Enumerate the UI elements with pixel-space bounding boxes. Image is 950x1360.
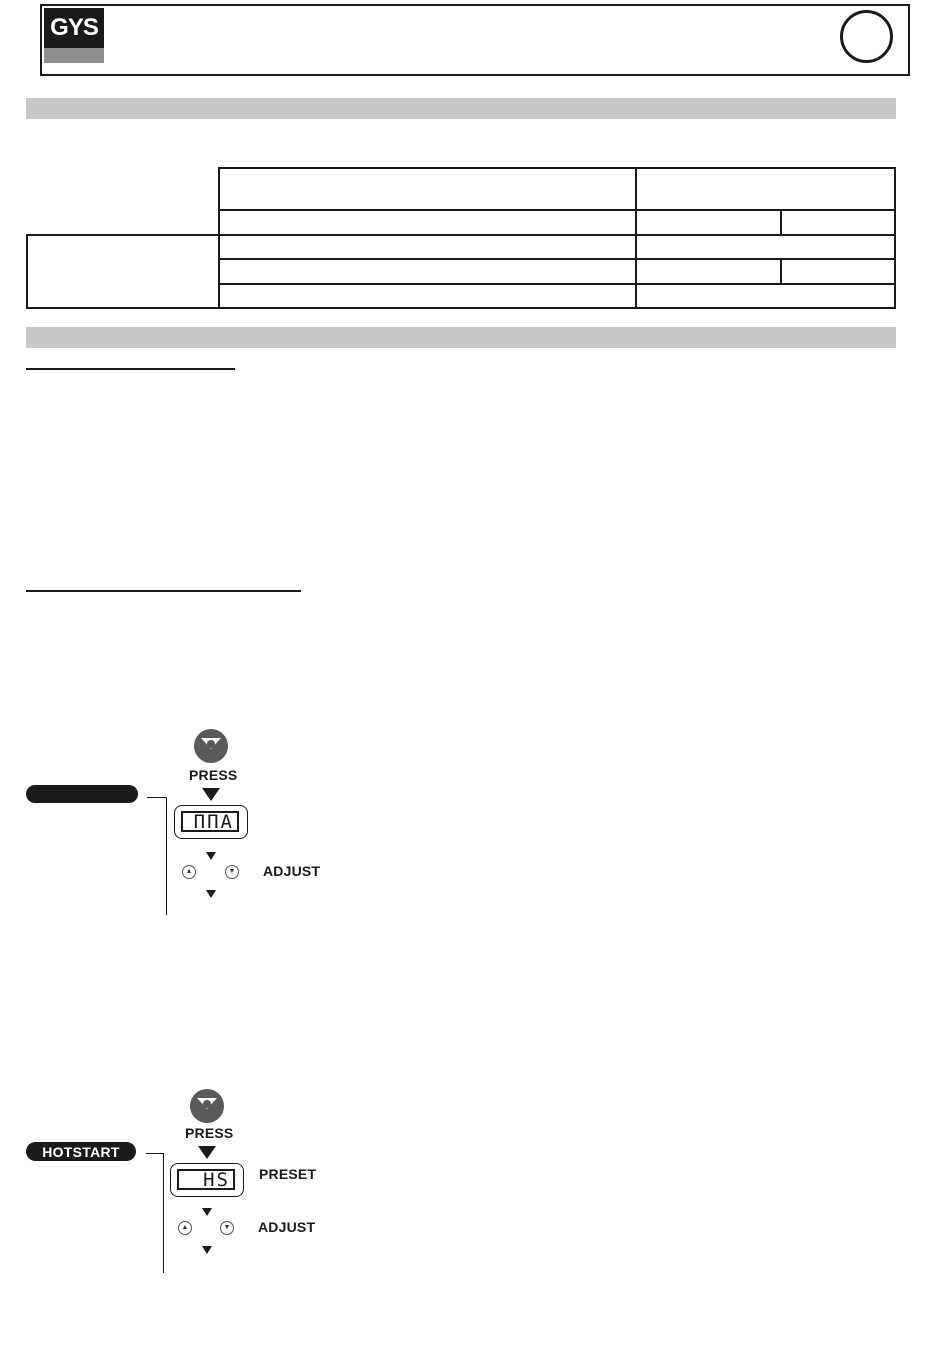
- adjust-label: ADJUST: [258, 1219, 316, 1235]
- display-value: HS: [177, 1169, 235, 1190]
- down-arrow-icon: [206, 852, 216, 860]
- press-label: PRESS: [185, 1125, 234, 1141]
- down-arrow-icon: [206, 890, 216, 898]
- down-arrow-icon: [202, 788, 220, 801]
- down-arrow-icon[interactable]: ▼: [220, 1221, 234, 1235]
- down-arrow-icon: [202, 1208, 212, 1216]
- hotstart-tag: HOTSTART: [26, 1142, 136, 1161]
- language-circle: [840, 10, 893, 63]
- preset-label: PRESET: [259, 1166, 317, 1182]
- page-header: [40, 4, 910, 76]
- press-label: PRESS: [189, 767, 238, 783]
- adjust-label: ADJUST: [263, 863, 321, 879]
- up-arrow-icon[interactable]: ▲: [182, 865, 196, 879]
- heading-underline-1: [26, 368, 235, 370]
- section-bar-2: [26, 327, 896, 348]
- section-bar-1: [26, 98, 896, 119]
- display-value: ΠΠA: [181, 811, 239, 832]
- up-arrow-icon[interactable]: ▲: [178, 1221, 192, 1235]
- lcd-display: [174, 805, 248, 839]
- down-arrow-icon[interactable]: ▼: [225, 865, 239, 879]
- logo-text: GYS: [44, 8, 104, 48]
- panel-tag: [26, 785, 138, 803]
- down-arrow-icon: [198, 1146, 216, 1159]
- gys-logo: [44, 8, 104, 63]
- push-button-icon[interactable]: [190, 1089, 224, 1123]
- down-arrow-icon: [202, 1246, 212, 1254]
- push-button-icon[interactable]: [194, 729, 228, 763]
- lcd-display: [170, 1163, 244, 1197]
- heading-underline-2: [26, 590, 301, 592]
- logo-band: [44, 48, 104, 63]
